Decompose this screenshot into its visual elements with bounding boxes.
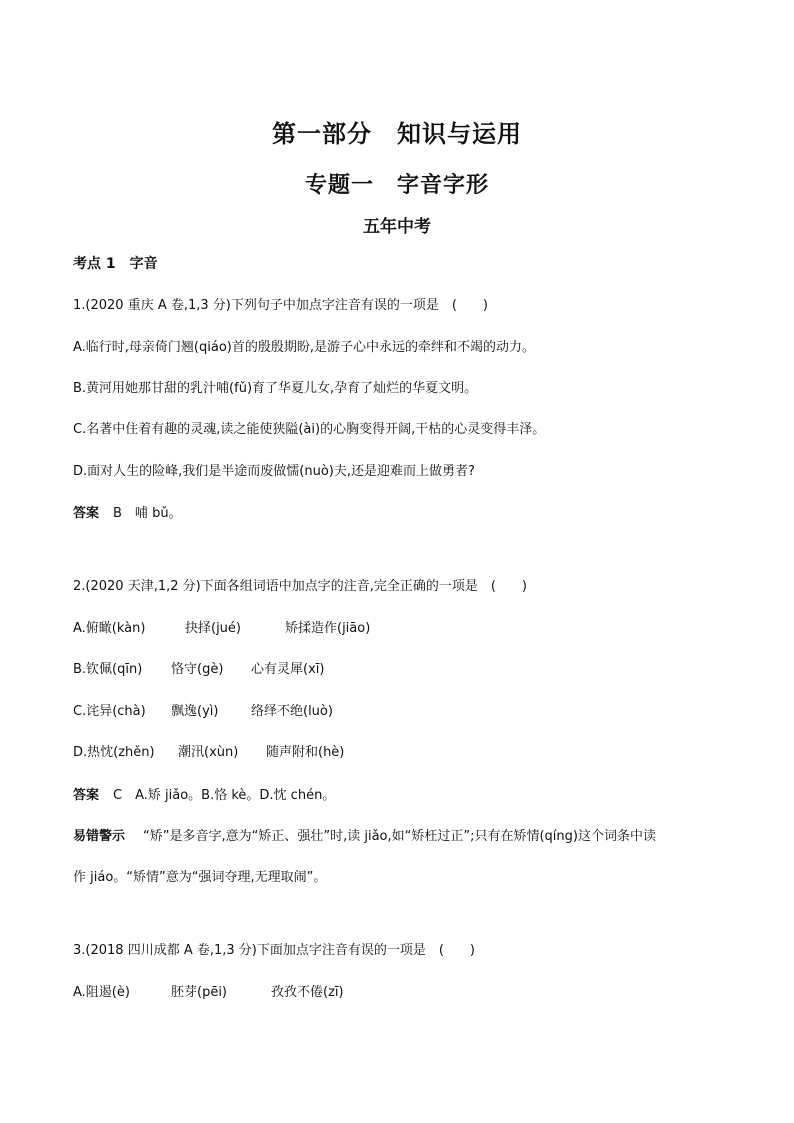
q2-tip-line-2: 作 jiáo。“矫情”意为“强词夺理,无理取闹”。 <box>73 870 327 885</box>
q1-option-c: C.名著中住着有趣的灵魂,读之能使狭隘(ài)的心胸变得开阔,干枯的心灵变得丰泽。 <box>73 422 546 437</box>
q3-a-word-1: A.阻遏(è) <box>73 985 130 1000</box>
q2-c-word-1: C.诧异(chà) <box>73 704 146 719</box>
q2-a-word-3: 矫揉造作(jiāo) <box>285 621 371 636</box>
q2-stem: 2.(2020 天津,1,2 分)下面各组词语中加点字的注音,完全正确的一项是 ( ) <box>73 579 527 594</box>
q2-answer-label: 答案 <box>73 788 100 803</box>
sub-title: 五年中考 <box>363 217 431 237</box>
q1-option-b: B.黄河用她那甘甜的乳汁哺(fǔ)育了华夏儿女,孕育了灿烂的华夏文明。 <box>73 381 478 396</box>
q2-tip-text-1: “矫”是多音字,意为“矫正、强壮”时,读 jiǎo,如“矫枉过正”;只有在矫情(qíng)这个词条中读 <box>143 829 656 844</box>
q2-a-word-2: 抉择(jué) <box>185 621 241 636</box>
q1-answer-text: B 哺 bǔ。 <box>113 506 182 521</box>
q2-answer-text: C A.矫 jiǎo。B.恪 kè。D.忱 chén。 <box>113 788 336 803</box>
q1-option-d: D.面对人生的险峰,我们是半途而废做懦(nuò)夫,还是迎难而上做勇者? <box>73 464 475 479</box>
q2-answer <box>73 788 335 804</box>
q2-option-a <box>73 621 370 637</box>
q3-a-word-2: 胚芽(pēi) <box>171 985 228 1000</box>
q3-stem: 3.(2018 四川成都 A 卷,1,3 分)下面加点字注音有误的一项是 ( ) <box>73 943 476 958</box>
q2-option-c <box>73 704 333 720</box>
q2-b-word-2: 恪守(gè) <box>171 662 224 677</box>
q2-c-word-3: 络绎不绝(luò) <box>251 704 333 719</box>
q2-tip-line-1 <box>73 829 656 845</box>
q2-c-word-2: 飘逸(yì) <box>171 704 219 719</box>
q2-d-word-2: 潮汛(xùn) <box>178 745 239 760</box>
q1-stem: 1.(2020 重庆 A 卷,1,3 分)下列句子中加点字注音有误的一项是 ( ) <box>73 298 489 313</box>
q3-option-a <box>73 985 344 1001</box>
topic-title: 专题一 字音字形 <box>304 173 489 198</box>
part-title: 第一部分 知识与运用 <box>272 120 522 148</box>
section-heading: 考点 1 字音 <box>73 256 158 272</box>
q1-answer-label: 答案 <box>73 506 100 521</box>
q2-a-word-1: A.俯瞰(kàn) <box>73 621 146 636</box>
q1-answer <box>73 506 182 522</box>
q3-a-word-3: 孜孜不倦(zī) <box>271 985 344 1000</box>
q2-b-word-3: 心有灵犀(xī) <box>251 662 325 677</box>
q2-option-d <box>73 745 344 761</box>
q2-b-word-1: B.钦佩(qīn) <box>73 662 143 677</box>
q1-option-a: A.临行时,母亲倚门翘(qiáo)首的殷殷期盼,是游子心中永远的牵绊和不竭的动力。 <box>73 340 535 355</box>
q2-d-word-1: D.热忱(zhěn) <box>73 745 155 760</box>
q2-tip-label: 易错警示 <box>73 829 126 844</box>
q2-option-b <box>73 662 324 678</box>
q2-d-word-3: 随声附和(hè) <box>266 745 345 760</box>
